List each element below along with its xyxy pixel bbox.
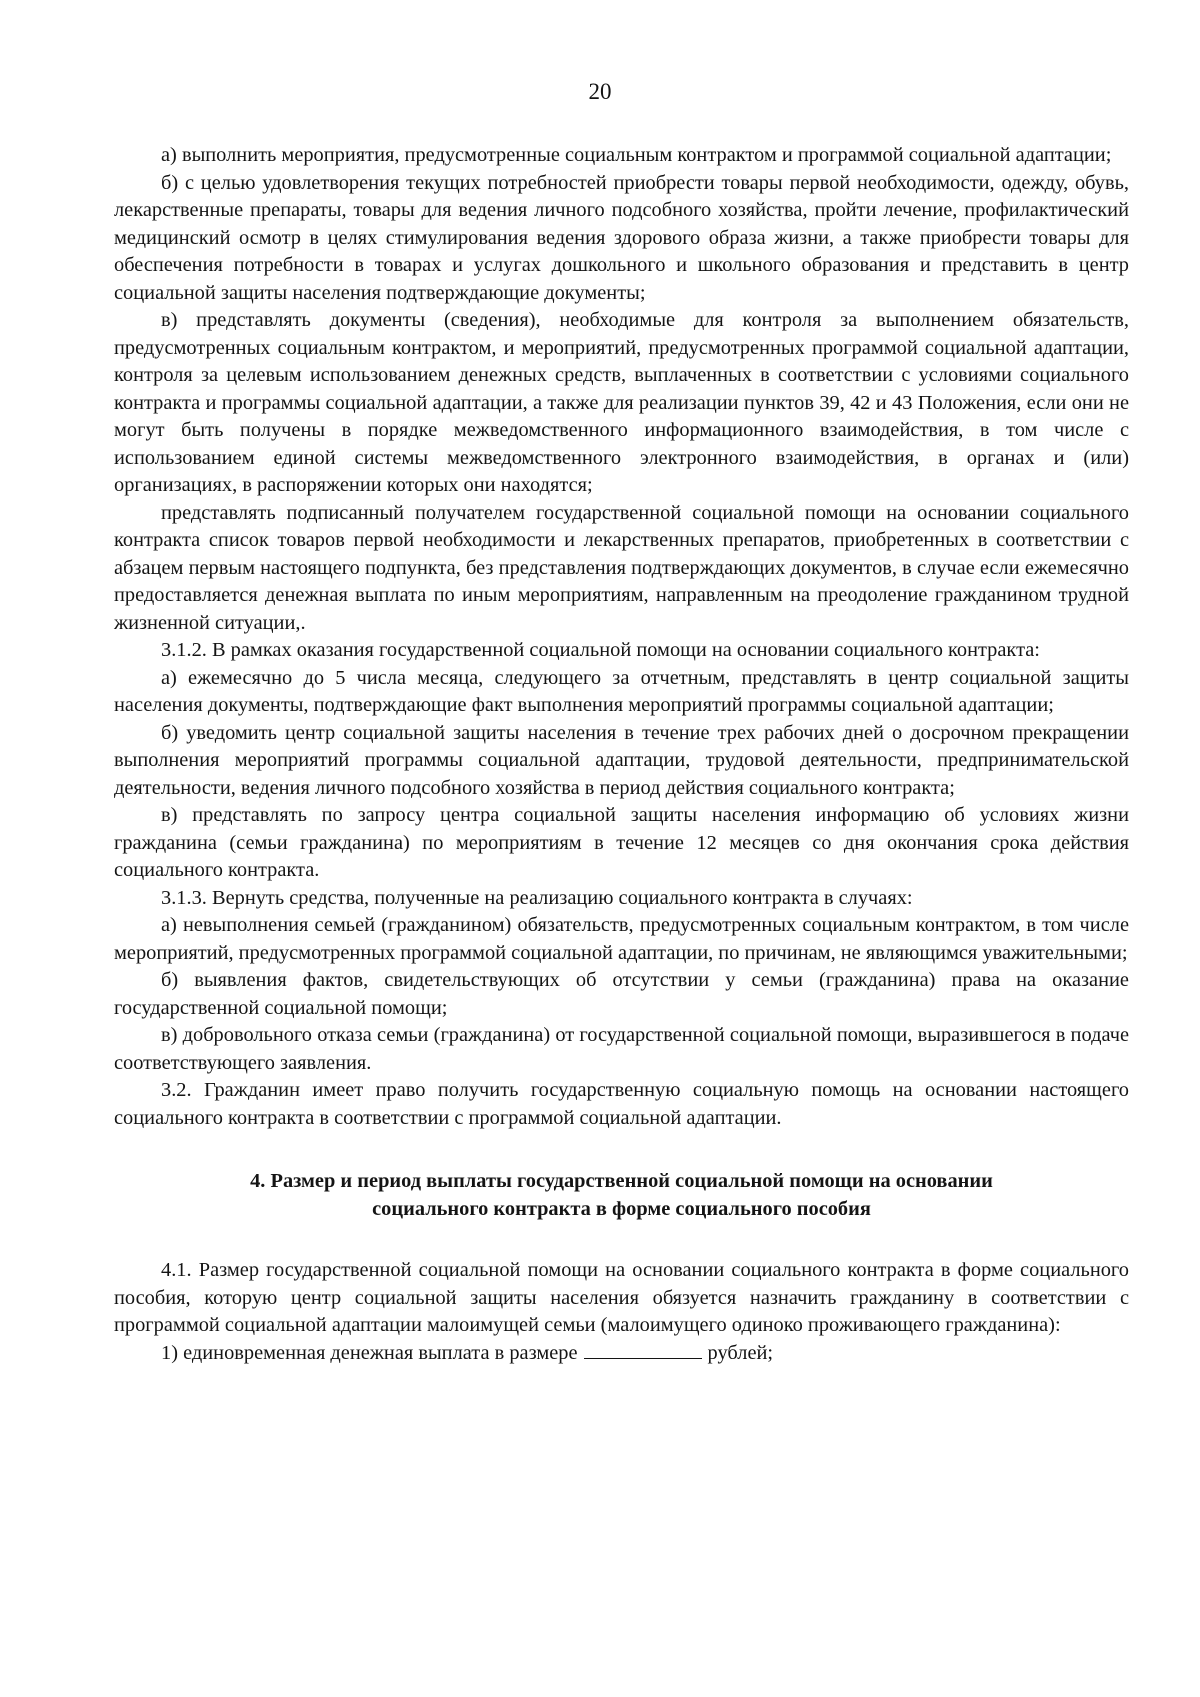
amount-blank-line	[584, 1340, 702, 1359]
section-4-heading	[114, 1168, 1129, 1223]
paragraph-3-1-2: 3.1.2. В рамках оказания государственной социальной помощи на основании социального контракта:	[161, 639, 1040, 661]
document-body	[114, 142, 1129, 1367]
paragraph-3-1-2-b: б) уведомить центр социальной защиты населения в течение трех рабочих дней о досрочном прекращении выполнения мероприятий программы социальной адаптации, трудовой деятельности, предпринимательской деятельности, ведения личного подсобного хозяйства в период действия социального контракта;	[114, 721, 1129, 799]
paragraph-3-1-3: 3.1.3. Вернуть средства, полученные на реализацию социального контракта в случаях:	[161, 886, 913, 909]
paragraph-3-1-1-v-list: представлять подписанный получателем государственной социальной помощи на основании социального контракта список товаров первой необходимости и лекарственных препаратов, приобретенных в соответствии с абзацем первым настоящего подпункта, без представления подтверждающих документов, в случае если ежемесячно предоставляется денежная выплата по иным мероприятиям, направленным на преодоление гражданином трудной жизненной ситуации,.	[114, 501, 1129, 634]
paragraph-3-1-1-v: в) представлять документы (сведения), необходимые для контроля за выполнением обязательств, предусмотренных социальным контрактом, и мероприятий, предусмотренных программой социальной адаптации, контроля за целевым использованием денежных средств, выплаченных в соответствии с условиями социального контракта и программы социальной адаптации, а также для реализации пунктов 39, 42 и 43 Положения, если они не могут быть получены в порядке межведомственного информационного взаимодействия, в том числе с использованием единой системы межведомственного электронного взаимодействия, в органах и (или) организациях, в распоряжении которых они находятся;	[114, 309, 1129, 496]
paragraph-3-2: 3.2. Гражданин имеет право получить государственную социальную помощь на основании настоящего социального контракта в соответствии с программой социальной адаптации.	[114, 1079, 1129, 1129]
paragraph-4-1: 4.1. Размер государственной социальной помощи на основании социального контракта в форме социального пособия, которую центр социальной защиты населения обязуется назначить гражданину в соответствии с программой социальной адаптации малоимущей семьи (малоимущего одиноко проживающего гражданина):	[114, 1259, 1129, 1336]
paragraph-3-1-3-v: в) добровольного отказа семьи (гражданина) от государственной социальной помощи, выразившегося в подаче соответствующего заявления.	[114, 1024, 1129, 1074]
item-1-prefix: 1) единовременная денежная выплата в размере	[161, 1341, 578, 1364]
item-1-suffix: рублей;	[707, 1341, 774, 1364]
paragraph-3-1-1-b: б) с целью удовлетворения текущих потребностей приобрести товары первой необходимости, одежду, обувь, лекарственные препараты, товары для ведения личного подсобного хозяйства, пройти лечение, профилактический медицинский осмотр в целях стимулирования ведения здорового образа жизни, а также приобрести товары для обеспечения потребности в товарах и услугах дошкольного и школьного образования и представить в центр социальной защиты населения подтверждающие документы;	[114, 171, 1129, 304]
paragraph-3-1-2-v: в) представлять по запросу центра социальной защиты населения информацию об условиях жизни гражданина (семьи гражданина) по мероприятиям в течение 12 месяцев со дня окончания срока действия социального контракта.	[114, 804, 1129, 881]
paragraph-3-1-1-a: а) выполнить мероприятия, предусмотренные социальным контрактом и программой социальной адаптации;	[161, 144, 1112, 166]
paragraph-4-1-item-1	[114, 1340, 1129, 1368]
section-4-heading-line-2: социального контракта в форме социального пособия	[372, 1197, 871, 1220]
section-4-heading-line-1: 4. Размер и период выплаты государственной социальной помощи на основании	[250, 1170, 993, 1192]
page-number: 20	[588, 79, 612, 104]
paragraph-3-1-2-a: а) ежемесячно до 5 числа месяца, следующего за отчетным, представлять в центр социальной защиты населения документы, подтверждающие факт выполнения мероприятий программы социальной адаптации;	[114, 666, 1129, 716]
paragraph-3-1-3-b: б) выявления фактов, свидетельствующих об отсутствии у семьи (гражданина) права на оказание государственной социальной помощи;	[114, 969, 1129, 1019]
paragraph-3-1-3-a: а) невыполнения семьей (гражданином) обязательств, предусмотренных социальным контрактом, в том числе мероприятий, предусмотренных программой социальной адаптации, по причинам, не являющимся уважительными;	[114, 914, 1129, 964]
